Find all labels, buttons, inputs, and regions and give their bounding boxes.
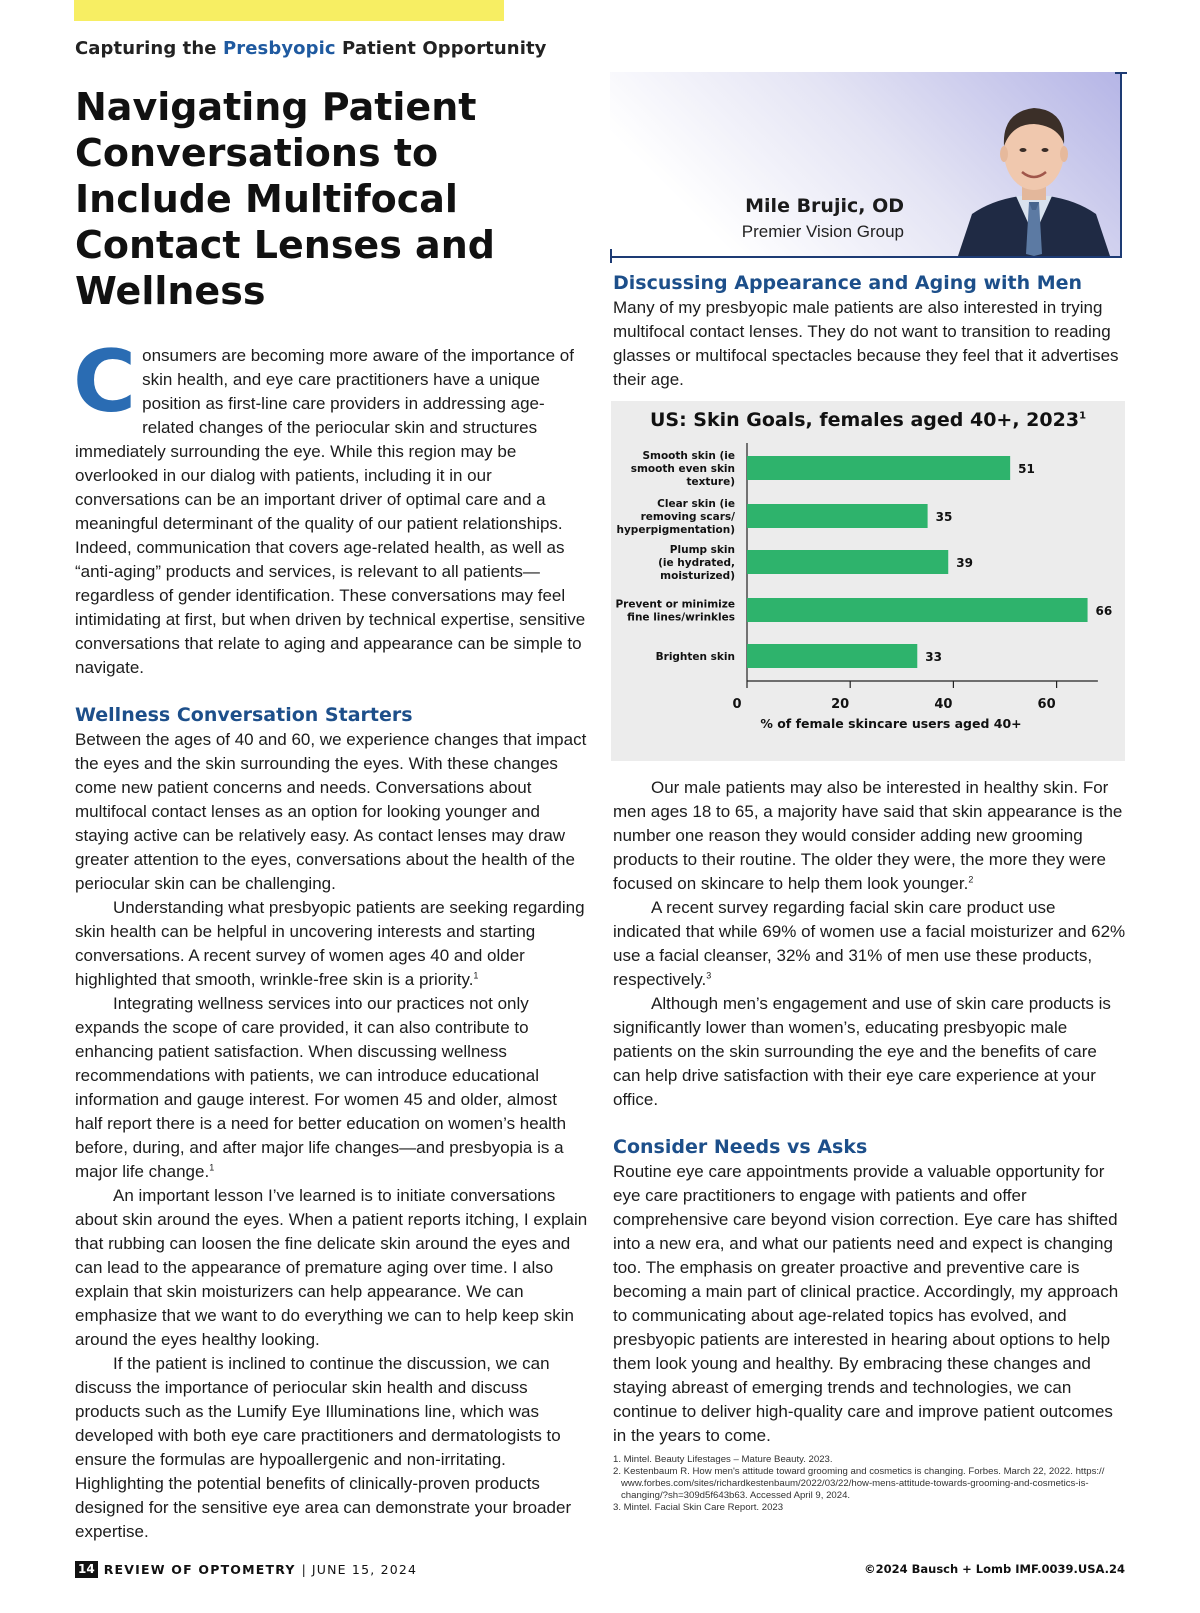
chart-category-label: removing scars/ bbox=[640, 511, 735, 523]
chart-x-tick-label: 60 bbox=[1037, 697, 1056, 712]
chart-category-label: hyperpigmentation) bbox=[616, 524, 735, 536]
chart-category-label: Clear skin (ie bbox=[657, 498, 735, 510]
chart-category-label: Prevent or minimize bbox=[615, 598, 735, 611]
right-column-top bbox=[613, 270, 1128, 392]
wellness-paragraph-1: Between the ages of 40 and 60, we experience changes that impact the eyes and the skin surrounding the eyes. With these changes come new patient concerns and needs. Conversations about multifocal contact lenses as an option for looking younger and staying active can be relatively easy. As contact lenses may draw greater attention to the eyes, conversations about the health of the periocular skin can be challenging. bbox=[75, 730, 587, 893]
chart-x-tick-label: 0 bbox=[732, 697, 742, 712]
author-photo bbox=[948, 86, 1120, 256]
chart-category-label: smooth even skin bbox=[630, 463, 735, 475]
section-kicker: Capturing the Presbyopic Patient Opportunity bbox=[75, 38, 547, 59]
wellness-paragraph-4: An important lesson I’ve learned is to initiate conversations about skin around the eyes. When a patient reports itching, I explain that rubbing can loosen the fine delicate skin around the eyes and can lead to the appearance of premature aging over time. I also explain that skin moisturizers can help appearance. We can emphasize that we want to do everything we can to help keep skin around the eyes healthy looking. bbox=[75, 1186, 588, 1349]
chart-data-label: 35 bbox=[935, 510, 953, 524]
men-paragraph-1: Many of my presbyopic male patients are also interested in trying multifocal contact lenses. They do not want to transition to reading glasses or multifocal spectacles because they feel that it advertises their age. bbox=[613, 298, 1119, 389]
chart-bar bbox=[747, 456, 1010, 480]
reference-mark: 1 bbox=[473, 970, 479, 981]
author-card-rule-tick bbox=[1115, 72, 1127, 74]
kicker-accent: Presbyopic bbox=[222, 38, 336, 59]
chart-bar bbox=[747, 550, 948, 574]
chart-category-label: moisturized) bbox=[660, 570, 735, 582]
needs-paragraph-1: Routine eye care appointments provide a valuable opportunity for eye care practitioners to engage with patients and offer comprehensive care beyond vision correction. Eye care has shifted into a new era, and what our patients need and expect is changing too. The emphasis on greater proactive and preventive care is becoming a main part of clinical practice. Accordingly, my approach to communicating about age-related topics has evolved, and presbyopic patients are interested in hearing about options to help them look young and healthy. By embracing these changes and staying abreast of emerging trends and technologies, we can continue to deliver high-quality care and improve patient outcomes in the years to come. bbox=[613, 1162, 1119, 1445]
footnotes bbox=[613, 1454, 1113, 1514]
reference-mark: 1 bbox=[209, 1162, 215, 1173]
men-paragraph-4: Although men’s engagement and use of skin care products is significantly lower than women’s, educating presbyopic male patients on the skin surrounding the eye and the benefits of care can help drive satisfaction with their eye care experience at your office. bbox=[613, 994, 1111, 1109]
author-name: Mile Brujic, OD bbox=[745, 195, 904, 217]
author-organization: Premier Vision Group bbox=[741, 222, 904, 241]
chart-x-tick-label: 40 bbox=[934, 697, 953, 712]
chart-data-label: 33 bbox=[925, 650, 942, 664]
chart-data-label: 39 bbox=[956, 556, 973, 570]
men-paragraph-2: Our male patients may also be interested in healthy skin. For men ages 18 to 65, a majority have said that skin appearance is the number one reason they would consider adding new grooming products to their routine. The older they were, the more they were focused on skincare to help them look younger.$^2$ bbox=[613, 778, 1123, 893]
needs-heading: Consider Needs vs Asks bbox=[613, 1136, 868, 1158]
page-number: 14 bbox=[75, 1561, 98, 1578]
drop-cap: C bbox=[73, 332, 137, 432]
copyright-notice: ©2024 Bausch + Lomb IMF.0039.USA.24 bbox=[864, 1562, 1125, 1576]
chart-category-label: texture) bbox=[686, 476, 735, 488]
men-paragraph-3: A recent survey regarding facial skin care product use indicated that while 69% of women use a facial moisturizer and 62% use a facial cleanser, 32% and 31% of men use these products, respectively.$^3$ bbox=[613, 898, 1126, 989]
chart-x-tick-label: 20 bbox=[831, 697, 850, 712]
chart-data-label: 51 bbox=[1018, 462, 1035, 476]
footnote-3: 3. Mintel. Facial Skin Care Report. 2023 bbox=[613, 1502, 784, 1513]
skin-goals-chart bbox=[611, 401, 1125, 761]
chart-category-label: Brighten skin bbox=[655, 651, 735, 663]
footnote-1: 1. Mintel. Beauty Lifestages – Mature Beauty. 2023. bbox=[613, 1454, 833, 1465]
chart-title: US: Skin Goals, females aged 40+, 2023$^1$ bbox=[649, 409, 1087, 431]
chart-title-reference: 1 bbox=[1079, 410, 1087, 422]
author-card-rule-tick bbox=[610, 249, 612, 263]
left-column bbox=[73, 332, 588, 1544]
chart-category-label: (ie hydrated, bbox=[658, 557, 735, 569]
footer-separator: | bbox=[301, 1562, 306, 1577]
wellness-paragraph-5: If the patient is inclined to continue the discussion, we can discuss the importance of periocular skin health and discuss products such as the Lumify Eye Illuminations line, which was developed with both eye care practitioners and dermatologists to ensure the formulas are hypoallergenic and non-irritating. Highlighting the potential benefits of clinically-proven products designed for the sensitive eye area can demonstrate your broader expertise. bbox=[75, 1354, 572, 1541]
reference-mark: 2 bbox=[968, 874, 974, 885]
wellness-paragraph-3: Integrating wellness services into our practices not only expands the scope of care provided, it can also contribute to enhancing patient satisfaction. When discussing wellness recommendations with patients, we can introduce educational information and gauge interest. For women 45 and older, almost half report there is a need for better education on women’s health before, during, and after major life changes—and presbyopia is a major life change.$^1$ bbox=[75, 994, 567, 1181]
right-column-bottom bbox=[613, 776, 1128, 1448]
page-footer bbox=[75, 1561, 417, 1578]
footnote-2: 2. Kestenbaum R. How men's attitude toward grooming and cosmetics is changing. Forbes. March 22, 2022. https:// bbox=[613, 1466, 1105, 1477]
chart-bar bbox=[747, 598, 1088, 622]
chart-bar bbox=[747, 644, 917, 668]
chart-category-label: Smooth skin (ie bbox=[642, 450, 735, 462]
chart-category-label: Plump skin bbox=[669, 544, 735, 556]
author-card-rule bbox=[610, 256, 1122, 258]
footnote-2-url: www.forbes.com/sites/richardkestenbaum/2022/03/22/how-mens-attitude-towards-grooming-and-cosmetics-is- bbox=[621, 1478, 1089, 1489]
wellness-heading: Wellness Conversation Starters bbox=[75, 704, 413, 726]
reference-mark: 3 bbox=[706, 970, 712, 981]
chart-bar bbox=[747, 504, 928, 528]
author-card bbox=[610, 72, 1122, 262]
chart-data-label: 66 bbox=[1095, 604, 1113, 618]
footnote-2-accessed: changing/?sh=309d5f643b63. Accessed April 9, 2024. bbox=[621, 1490, 851, 1501]
chart-x-axis-label: % of female skincare users aged 40+ bbox=[760, 716, 1022, 731]
author-card-vertical-rule bbox=[1120, 72, 1122, 258]
intro-paragraph: Consumers are becoming more aware of the importance of skin health, and eye care practitioners have a unique position as first-line care providers in addressing age-related changes of the periocular skin and structures immediately surrounding the eye. While this region may be overlooked in our dialog with patients, including it in our conversations can be an important driver of optimal care and a meaningful determinant of the quality of our patient relationships. Indeed, communication that covers age-related health, as well as “anti-aging” products and services, is relevant to all patients—regardless of gender identification. These conversations may feel intimidating at first, but when driven by technical expertise, sensitive conversations that relate to aging and appearance can be simple to navigate. bbox=[73, 332, 586, 677]
chart-plot bbox=[611, 401, 1125, 761]
wellness-paragraph-2: Understanding what presbyopic patients are seeking regarding skin health can be helpful in uncovering interests and starting conversations. A recent survey of women ages 40 and older highlighted that smooth, wrinkle-free skin is a priority.$^1$ bbox=[75, 898, 585, 989]
issue-date: JUNE 15, 2024 bbox=[311, 1562, 418, 1577]
chart-category-label: fine lines/wrinkles bbox=[627, 611, 735, 624]
article-headline: Navigating Patient Conversations to Include Multifocal Contact Lenses and Wellness bbox=[75, 85, 495, 313]
header-highlight-bar bbox=[74, 0, 504, 21]
publication-name: REVIEW OF OPTOMETRY bbox=[103, 1562, 296, 1577]
men-heading: Discussing Appearance and Aging with Men bbox=[613, 272, 1083, 294]
